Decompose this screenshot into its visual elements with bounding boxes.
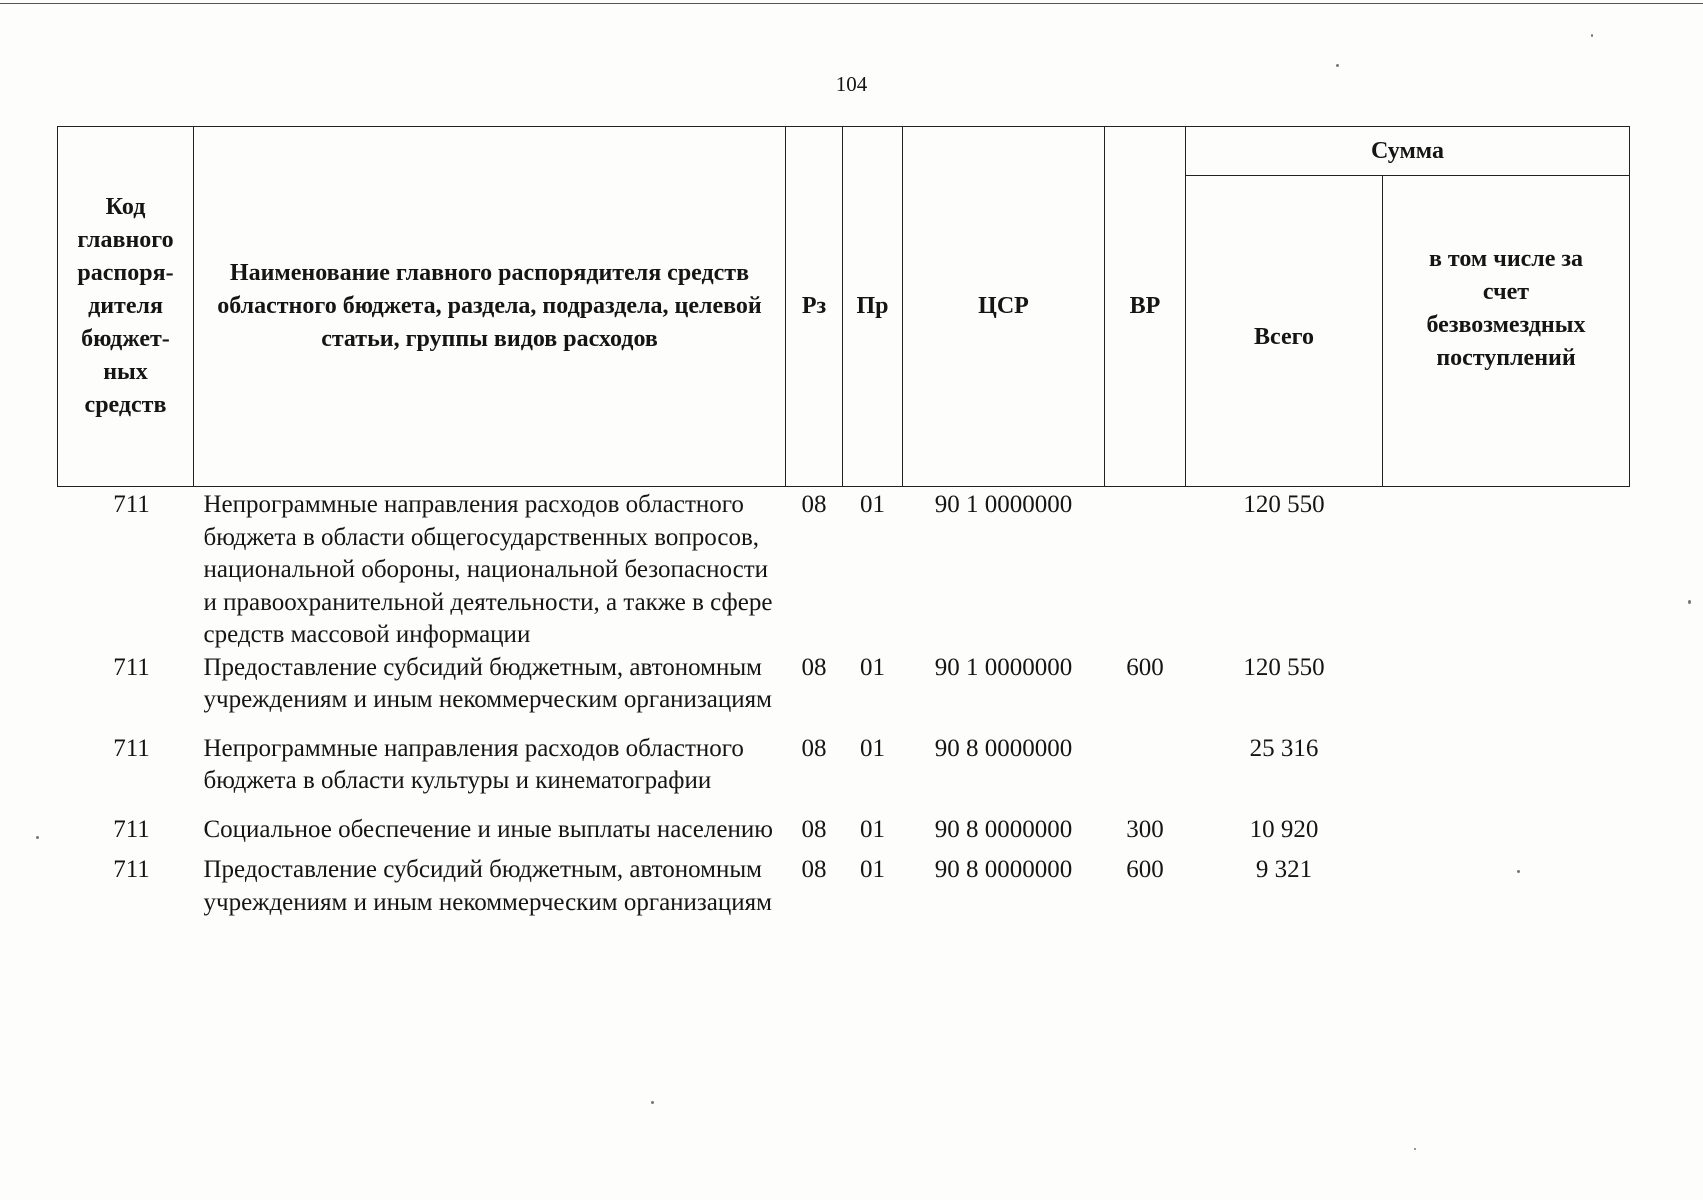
row-total: 120 550: [1243, 653, 1325, 681]
scan-speck: [1336, 64, 1339, 67]
scan-speck: [36, 836, 39, 839]
table-row: [58, 846, 1630, 919]
header-pr: Пр: [843, 127, 903, 487]
scan-speck: [651, 1101, 654, 1104]
row-csr: 90 8 0000000: [934, 815, 1073, 843]
table-row: [58, 717, 1630, 798]
row-name: Предоставление субсидий бюджетным, автономным учреждениям и иным некоммерческим организациям: [203, 856, 772, 916]
row-free: [1383, 487, 1630, 652]
row-rz: 08: [801, 491, 827, 518]
table-row: [58, 652, 1630, 717]
row-pr: 01: [860, 815, 885, 843]
row-free: [1383, 652, 1630, 717]
budget-table: [57, 126, 1630, 919]
row-free: [1383, 846, 1630, 919]
row-vr: [1105, 487, 1186, 652]
page-number: 104: [835, 72, 868, 96]
row-vr: 300: [1126, 815, 1164, 843]
row-total: 10 920: [1249, 815, 1319, 843]
row-csr: 90 1 0000000: [934, 491, 1073, 518]
row-name: Предоставление субсидий бюджетным, автономным учреждениям и иным некоммерческим организациям: [203, 653, 772, 713]
row-pr: 01: [860, 491, 885, 518]
row-code: 711: [113, 815, 150, 843]
row-rz: 08: [801, 653, 827, 681]
row-code: 711: [113, 734, 150, 762]
scan-speck: [1517, 870, 1520, 873]
row-code: 711: [113, 491, 150, 518]
header-sum-group: Сумма: [1186, 127, 1630, 176]
row-name: Социальное обеспечение и иные выплаты населению: [203, 815, 773, 843]
header-code: Код главного распоря-дителя бюджет-ных средств: [58, 127, 194, 487]
header-rz: Рз: [786, 127, 843, 487]
row-pr: 01: [860, 734, 885, 762]
scan-speck: [1688, 600, 1691, 604]
table-row: [58, 798, 1630, 847]
header-vr: ВР: [1105, 127, 1186, 487]
scan-speck: [1414, 1148, 1416, 1150]
row-rz: 08: [801, 856, 827, 883]
table-body: [58, 487, 1630, 920]
table-row: [58, 487, 1630, 652]
row-pr: 01: [860, 856, 885, 883]
row-vr: 600: [1126, 653, 1164, 681]
row-csr: 90 8 0000000: [934, 856, 1073, 883]
row-code: 711: [113, 856, 150, 883]
row-free: [1383, 798, 1630, 847]
row-csr: 90 8 0000000: [934, 734, 1073, 762]
row-total: 9 321: [1255, 856, 1313, 883]
row-name: Непрограммные направления расходов областного бюджета в области общегосударственных вопросов, национальной обороны, национальной безопасности и правоохранительной деятельности, а также в сфере средств массовой информации: [203, 491, 773, 648]
header-total: Всего: [1186, 176, 1383, 487]
row-name: Непрограммные направления расходов областного бюджета в области культуры и кинематографии: [203, 734, 744, 794]
row-vr: [1105, 717, 1186, 798]
scan-speck: [1591, 34, 1593, 37]
row-total: 120 550: [1243, 491, 1325, 518]
scan-top-rule: [0, 3, 1703, 4]
row-rz: 08: [801, 815, 827, 843]
row-total: 25 316: [1249, 734, 1319, 762]
table-header: [58, 127, 1630, 487]
row-vr: 600: [1126, 856, 1164, 883]
row-pr: 01: [860, 653, 885, 681]
row-code: 711: [113, 653, 150, 681]
row-csr: 90 1 0000000: [934, 653, 1073, 681]
header-incl-free: в том числе за счет безвозмездных поступлений: [1383, 176, 1630, 487]
header-csr: ЦСР: [903, 127, 1105, 487]
header-name: Наименование главного распорядителя средств областного бюджета, раздела, подраздела, целевой статьи, группы видов расходов: [194, 127, 786, 487]
row-free: [1383, 717, 1630, 798]
row-rz: 08: [801, 734, 827, 762]
